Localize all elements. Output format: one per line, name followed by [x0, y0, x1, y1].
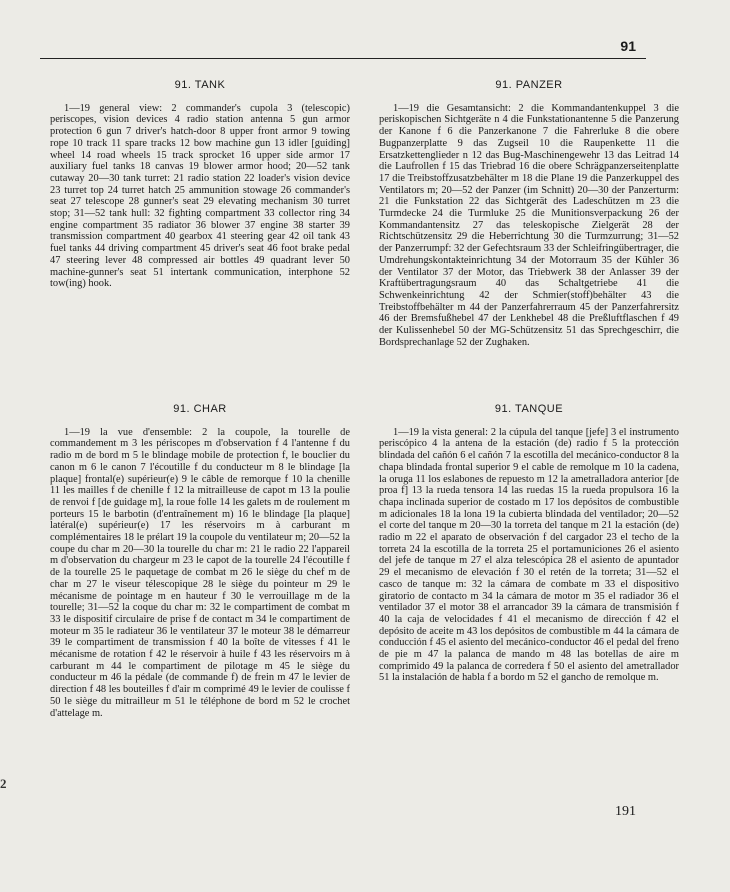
section-char — [50, 404, 350, 719]
section-text: 1—19 general view: 2 commander's cupola 3 (telescopic) periscopes, vision devices 4 radio station antenna 5 gun armor protection 6 gun 7 driver's hatch-door 8 upper front armor 9 towing rope 10 track 11 spare tracks 12 bow machine gun 13 idler [guiding] wheel 14 road wheels 15 track sprocket 16 upper side armor 17 auxiliary fuel tanks 18 canvas 19 blower armor hood; 20—52 tank cutaway 20—30 tank turret: 21 radio station 22 loader's vision device 23 turret top 24 turret hatch 25 ammunition stowage 26 commander's seat 27 telescope 28 gunner's seat 29 elevating mechanism 30 turret stop; 31—52 tank hull: 32 fighting compartment 33 collector ring 34 engine compartment 35 radiator 36 blower 37 engine 38 starter 39 transmission compartment 40 gearbox 41 steering gear 42 oil tank 43 fuel tanks 44 driving compartment 45 driver's seat 46 foot brake pedal 47 steering lever 48 compressed air bottles 49 quadrant lever 50 machine-gunner's seat 51 intertank communication, interphone 52 tow(ing) hook. — [50, 102, 350, 290]
section-text: 1—19 la vista general: 2 la cúpula del tanque [jefe] 3 el instrumento periscópico 4 la antena de la estación (de) radio f 5 la protección blindada del cañón 6 el cañón 7 la escotilla del mecánico-conductor 8 la chapa blindada frontal superior 9 el cable de remolque m 10 la cadena, la oruga 11 los eslabones de repuesto m 12 la ametralladora anterior [de proa f] 13 la rueda tensora 14 las ruedas 15 la rueda propulsora 16 la chapa inclinada superior de costado m 17 los depósitos de combustible m adicionales 18 la lona 19 la cubierta blindada del ventilador; 20—52 el corte del tanque m 20—30 la torreta del tanque m 21 la estación (de) radio m 22 el aparato de observación f del cargador 23 el techo de la torreta 24 la escotilla de la torreta 25 el portamuniciones 26 el asiento del jefe de tanque m 27 el alza telescópica 28 el asiento de apuntador 29 el mecanismo de elevación f 30 el retén de la torreta; 31—52 el casco de tanque m: 32 la cámara de combate m 33 el dispositivo giratorio de contacto m 34 la cámara de motor m 35 el radiador 36 el ventilador 37 el motor 38 el arrancador 39 la cámara de transmisión f 40 la caja de velocidades f 41 el mecanismo de dirección f 42 el depósito de aceite m 43 los depósitos de combustible m 44 la cámara de conducción f 45 el asiento del mecánico-conductor 46 el pedal del freno de pie m 47 la palanca de mando m 48 las botellas de aire m comprimido 49 la palanca de corredera f 50 el asiento del ametrallador 51 la instalación de habla f a bordo m 52 el gancho de remolque m. — [379, 426, 679, 684]
section-title: 91. TANK — [174, 79, 226, 91]
header-page-number: 91 — [620, 38, 636, 54]
section-title: 91. CHAR — [173, 403, 227, 415]
section-text: 1—19 la vue d'ensemble: 2 la coupole, la tourelle de commandement m 3 les périscopes m d'observation f 4 l'antenne f du radio m de bord m 5 le blindage mobile de protection f, le bouclier du canon m 6 le canon 7 l'écoutille f du conducteur m 8 le blindage [la plaque] frontal(e) supérieur(e) 9 le câble de remorque f 10 la chenille 11 les mailles f de chenille f 12 la mitrailleuse de capot m 13 la poulie de renvoi f [de guidage m], la roue folle 14 les galets m de roulement m porteurs 15 le barbotin (d'entraînement m) 16 le blindage [la plaque] latéral(e) supérieur(e) 17 les réservoirs m à carburant m complémentaires 18 le prélart 19 la coupole du ventilateur m; 20—52 la coupe du char m 20—30 la tourelle du char m: 21 le radio 22 l'appareil m d'observation du chargeur m 23 le capot de la tourelle 24 l'écoutille f de la tourelle 25 le paquetage de combat m 26 le siège du chef m de char m 27 le viseur télescopique 28 le siège du pointeur m 29 le mécanisme de pointage m en hauteur f 30 le verrouillage m de la tourelle; 31—52 la coque du char m: 32 le compartiment de combat m 33 le dispositif circulaire de prise f de contact m 34 le compartiment de moteur m 35 le radiateur 36 le ventilateur 37 le moteur 38 le démarreur 39 le compartiment de transmission f 40 la boîte de vitesses f 41 le mécanisme de rotation f 42 le réservoir à huile f 43 les réservoirs m à carburant m 44 le compartiment de pilotage m 45 le siège du conducteur m 46 la pédale (de commande f) de frein m 47 le levier de direction f 48 les bouteilles f d'air m comprimé 49 le levier de coulisse f 50 le siège du mitrailleur m 51 le téléphone de bord m 52 le crochet d'attelage m. — [50, 426, 350, 719]
section-panzer — [379, 80, 679, 348]
margin-mark: 2 — [0, 776, 7, 791]
footer-page-number: 191 — [615, 804, 636, 819]
section-tank — [50, 80, 350, 290]
section-title: 91. PANZER — [495, 79, 563, 91]
section-text: 1—19 die Gesamtansicht: 2 die Kommandantenkuppel 3 die periskopischen Sichtgeräte n 4 die Funkstationantenne 5 die Panzerung der Kanone f 6 die Panzerkanone 7 die Fahrerluke 8 die obere Bugpanzerplatte 9 das Zugseil 10 die Raupenkette 11 die Ersatzkettenglieder n 12 das Bug-Maschinengewehr 13 das Leitrad 14 die Laufrollen f 15 das Triebrad 16 die obere Schrägpanzerseitenplatte 17 die Treibstoffzusatzbehälter m 18 die Plane 19 die Panzerkuppel des Ventilators m; 20—52 der Panzer (im Schnitt) 20—30 der Panzerturm: 21 die Funkstation 22 das Sichtgerät des Ladeschützen m 23 die Turmdecke 24 die Turmluke 25 die Munitionsverpackung 26 der Kommandantensitz 27 das teleskopische Zielgerät 28 der Richtschützensitz 29 die Heberrichtung 30 die Turmzurrung; 31—52 der Panzerrumpf: 32 der Gefechtsraum 33 der Schleifringübertrager, die Umdrehungskontakteinrichtung 34 der Motorraum 35 der Kühler 36 der Ventilator 37 der Motor, das Triebwerk 38 der Anlasser 39 der Kraftübertragungsraum 40 das Schaltgetriebe 41 die Schwenkeinrichtung 42 der Schmier(stoff)behälter 43 die Treibstoffbehälter m 44 der Panzerfahrerraum 45 der Panzerfahrersitz 46 der Bremsfußhebel 47 der Lenkhebel 48 die Preßluftflaschen f 49 der Kulissenhebel 50 der MG-Schützensitz 51 das Sprechgeschirr, die Bordsprechanlage 52 der Zughaken. — [379, 102, 679, 348]
section-tanque — [379, 404, 679, 684]
header-rule — [40, 58, 646, 59]
section-title: 91. TANQUE — [494, 403, 564, 415]
